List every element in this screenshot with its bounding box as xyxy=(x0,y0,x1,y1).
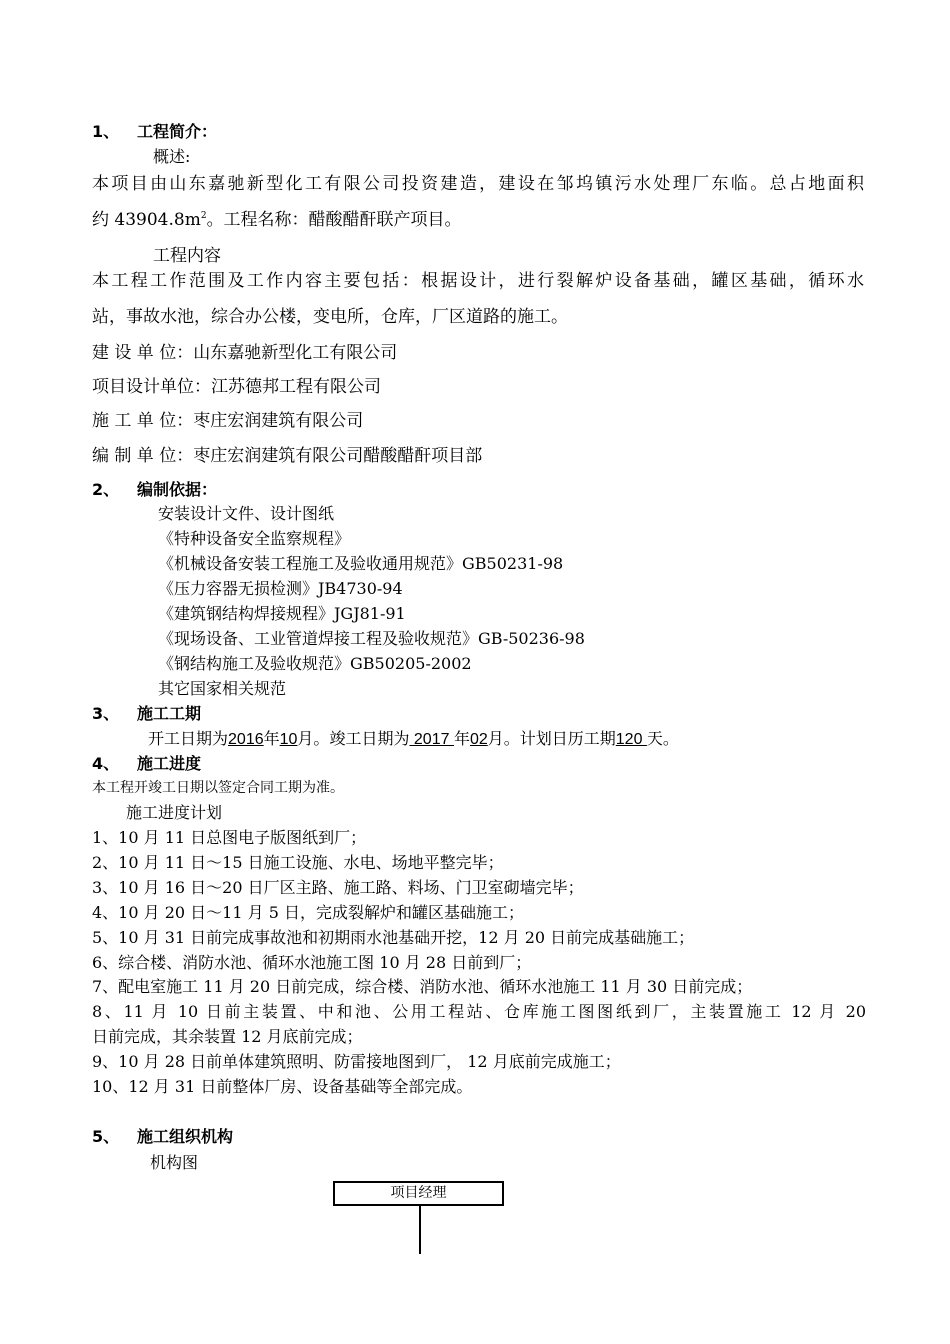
end-month: 02 xyxy=(469,731,488,748)
area-value: 约 43904.8m xyxy=(92,210,201,230)
project-manager-box: 项目经理 xyxy=(333,1181,504,1206)
basis-item: 《建筑钢结构焊接规程》JGJ81-91 xyxy=(158,604,406,623)
progress-item: 9、10 月 28 日前单体建筑照明、防雷接地图到厂， 12 月底前完成施工； xyxy=(92,1052,621,1071)
section-number: 5、 xyxy=(92,1127,120,1146)
duration-days: 120 xyxy=(615,731,647,748)
progress-item: 1、10 月 11 日总图电子版图纸到厂； xyxy=(92,828,367,847)
contractor-value: 枣庄宏润建筑有限公司 xyxy=(193,411,364,431)
section-number: 3、 xyxy=(92,704,120,723)
month-char: 月。 xyxy=(297,729,330,748)
progress-item: 4、10 月 20 日～11 月 5 日，完成裂解炉和罐区基础施工； xyxy=(92,903,524,922)
progress-item: 3、10 月 16 日～20 日厂区主路、施工路、料场、门卫室砌墙完毕； xyxy=(92,878,584,897)
start-year: 2016 xyxy=(228,731,264,748)
year-char: 年 xyxy=(453,729,470,748)
section-number: 2、 xyxy=(92,480,120,499)
duration-label: 月。计划日历工期 xyxy=(487,729,616,748)
basis-item: 《钢结构施工及验收规范》GB50205-2002 xyxy=(158,654,472,673)
section-3-heading xyxy=(92,701,201,724)
area-unit-superscript: 2 xyxy=(200,211,207,221)
owner-label: 建 设 单 位： xyxy=(92,343,194,363)
section-2-heading xyxy=(92,477,217,500)
days-char: 天。 xyxy=(646,729,679,748)
content-label: 工程内容 xyxy=(153,246,221,266)
basis-item: 其它国家相关规范 xyxy=(158,679,287,698)
basis-item: 《机械设备安装工程施工及验收通用规范》GB50231-98 xyxy=(158,554,564,573)
owner-line xyxy=(92,338,397,363)
section-title: 施工组织机构 xyxy=(137,1127,234,1146)
start-date-label: 开工日期为 xyxy=(148,729,229,748)
basis-item: 《现场设备、工业管道焊接工程及验收规范》GB-50236-98 xyxy=(158,629,585,648)
designer-value: 江苏德邦工程有限公司 xyxy=(211,377,381,397)
progress-note: 本工程开竣工日期以签定合同工期为准。 xyxy=(92,780,344,796)
progress-item: 6、综合楼、消防水池、循环水池施工图 10 月 28 日前到厂； xyxy=(92,953,532,972)
designer-label: 项目设计单位： xyxy=(92,377,211,397)
progress-item: 8、11 月 10 日前主装置、中和池、公用工程站、仓库施工图图纸到厂，主装置施工 12 月 20 xyxy=(92,1002,866,1021)
contractor-label: 施 工 单 位： xyxy=(92,411,194,431)
compiler-label: 编 制 单 位： xyxy=(92,446,194,466)
schedule-line xyxy=(148,726,679,749)
compiler-value: 枣庄宏润建筑有限公司醋酸醋酐项目部 xyxy=(193,446,483,466)
designer-line xyxy=(92,372,381,397)
progress-item: 10、12 月 31 日前整体厂房、设备基础等全部完成。 xyxy=(92,1077,473,1096)
org-chart-connector xyxy=(419,1206,421,1254)
section-title: 施工工期 xyxy=(137,704,202,723)
compiler-line xyxy=(92,441,482,466)
section-title: 施工进度 xyxy=(137,754,202,773)
end-year: 2017 xyxy=(409,731,454,748)
progress-item: 2、10 月 11 日～15 日施工设施、水电、场地平整完毕； xyxy=(92,853,504,872)
overview-label: 概述: xyxy=(153,147,191,166)
basis-item: 《压力容器无损检测》JB4730-94 xyxy=(158,579,403,598)
overview-paragraph-line-1: 本项目由山东嘉驰新型化工有限公司投资建造，建设在邹坞镇污水处理厂东临。总占地面积 xyxy=(92,174,864,194)
start-month: 10 xyxy=(279,731,298,748)
section-1-heading xyxy=(92,119,217,142)
progress-item-continued: 日前完成，其余装置 12 月底前完成； xyxy=(92,1027,363,1046)
section-title: 编制依据： xyxy=(137,480,218,499)
org-chart-label: 机构图 xyxy=(150,1153,199,1172)
end-date-label: 竣工日期为 xyxy=(329,729,410,748)
progress-item: 5、10 月 31 日前完成事故池和初期雨水池基础开挖，12 月 20 日前完成基础施工； xyxy=(92,928,695,947)
year-char: 年 xyxy=(263,729,280,748)
progress-plan-label: 施工进度计划 xyxy=(126,803,223,822)
basis-item: 安装设计文件、设计图纸 xyxy=(158,504,335,523)
basis-item: 《特种设备安全监察规程》 xyxy=(158,529,351,548)
overview-paragraph-line-2 xyxy=(92,205,462,230)
project-name-text: 。工程名称：醋酸醋酐联产项目。 xyxy=(206,210,462,230)
content-paragraph-line-1: 本工程工作范围及工作内容主要包括：根据设计，进行裂解炉设备基础，罐区基础，循环水 xyxy=(92,271,864,291)
content-paragraph-line-2: 站，事故水池，综合办公楼，变电所，仓库，厂区道路的施工。 xyxy=(92,307,568,327)
section-number: 1、 xyxy=(92,122,120,141)
contractor-line xyxy=(92,406,363,431)
section-number: 4、 xyxy=(92,754,120,773)
section-4-heading xyxy=(92,751,201,774)
section-title: 工程简介： xyxy=(137,122,218,141)
progress-item: 7、配电室施工 11 月 20 日前完成，综合楼、消防水池、循环水池施工 11 月 30 日前完成； xyxy=(92,977,753,996)
owner-value: 山东嘉驰新型化工有限公司 xyxy=(193,343,398,363)
section-5-heading xyxy=(92,1124,233,1147)
